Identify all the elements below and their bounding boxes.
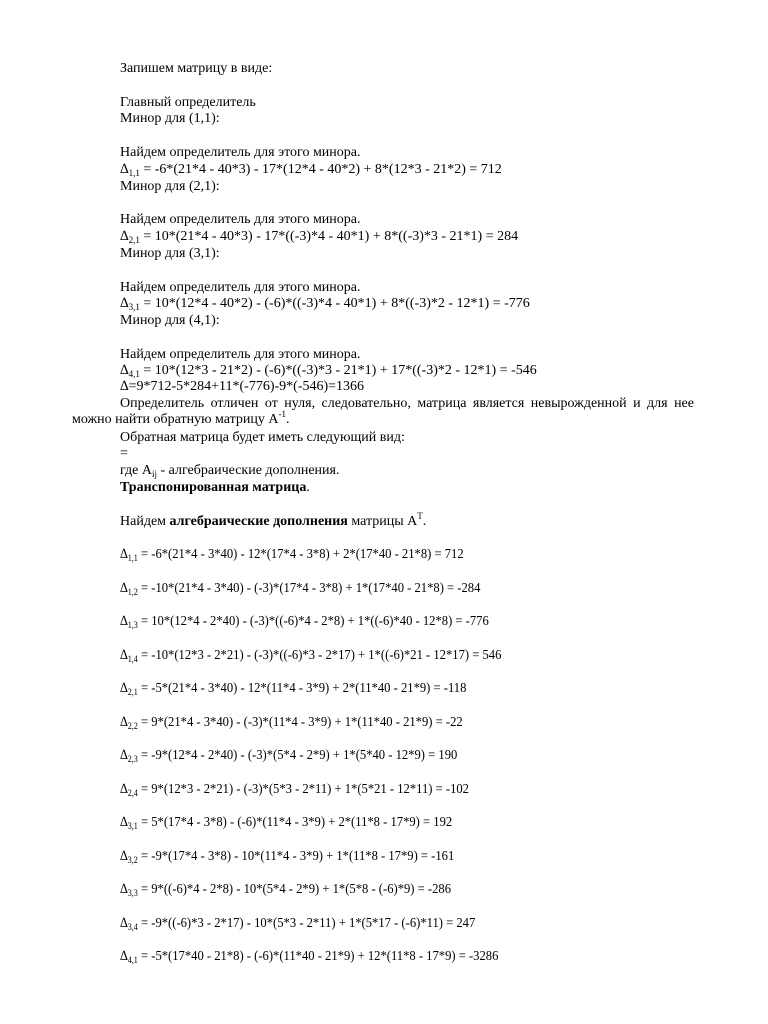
cofactor-index: 2,2 <box>127 721 138 731</box>
cofactor-line <box>120 681 505 697</box>
cofactor-index: 1,1 <box>127 553 138 563</box>
minor-21-label: Минор для (2,1): <box>120 179 220 194</box>
cofactor-index: 3,3 <box>127 888 138 898</box>
delta-31-line <box>120 296 530 312</box>
cofactor-index: 2,3 <box>127 754 138 764</box>
cofactor-index: 3,4 <box>127 922 138 932</box>
delta-symbol: ∆ <box>120 547 128 562</box>
cofactor-line <box>120 949 540 965</box>
delta-index: 1,1 <box>128 168 140 178</box>
delta-expression: = -6*(21*4 - 40*3) - 17*(12*4 - 40*2) + 8*(12*3 - 21*2) = 712 <box>139 162 502 177</box>
delta-expression: = 10*(12*4 - 40*2) - (-6)*((-3)*4 - 40*1) + 8*((-3)*2 - 12*1) = -776 <box>139 296 530 311</box>
minor-41-label: Минор для (4,1): <box>120 313 220 328</box>
cofactor-line <box>120 849 491 865</box>
determinant-expression: =9*712-5*284+11*(-776)-9*(-546)=1366 <box>128 379 365 394</box>
cofactor-expression: = -9*(12*4 - 2*40) - (-3)*(5*4 - 2*9) + 1*(5*40 - 12*9) = 190 <box>137 748 458 763</box>
cofactor-line <box>120 882 488 898</box>
delta-symbol: ∆ <box>120 949 128 964</box>
cofactor-line <box>120 648 544 664</box>
cofactor-line <box>120 748 495 764</box>
delta-symbol: ∆ <box>120 849 128 864</box>
delta-symbol: ∆ <box>120 648 128 663</box>
equals-sign: = <box>120 446 128 461</box>
cofactor-line <box>120 815 489 831</box>
cofactor-index: 2,1 <box>127 687 138 697</box>
find-prefix: Найдем <box>120 514 170 529</box>
delta-41-line <box>120 363 537 379</box>
transpose-superscript: T <box>417 511 423 521</box>
nonzero-text: Определитель отличен от нуля, следовательно, матрица является невырожденной и для нее можно найти обратную матрицу A <box>72 396 694 427</box>
delta-symbol: ∆ <box>120 296 129 311</box>
main-determinant-heading: Главный определитель <box>120 95 256 110</box>
cofactor-expression: = -10*(12*3 - 2*21) - (-3)*((-6)*3 - 2*17) + 1*((-6)*21 - 12*17) = 546 <box>137 648 502 663</box>
delta-symbol: ∆ <box>120 379 129 394</box>
transposed-period: . <box>306 480 310 495</box>
delta-index: 3,1 <box>128 302 140 312</box>
main-determinant-value <box>120 379 364 395</box>
find-determinant-line-4: Найдем определитель для этого минора. <box>120 347 361 362</box>
delta-symbol: ∆ <box>120 363 129 378</box>
find-period: . <box>422 514 427 529</box>
cofactor-expression: = 10*(12*4 - 2*40) - (-3)*((-6)*4 - 2*8) + 1*((-6)*40 - 12*8) = -776 <box>137 614 489 629</box>
delta-symbol: ∆ <box>120 916 128 931</box>
cofactors-bold: алгебраические дополнения <box>169 514 348 529</box>
delta-symbol: ∆ <box>120 581 128 596</box>
cofactor-expression: = 9*((-6)*4 - 2*8) - 10*(5*4 - 2*9) + 1*(5*8 - (-6)*9) = -286 <box>137 882 452 897</box>
cofactor-expression: = 5*(17*4 - 3*8) - (-6)*(11*4 - 3*9) + 2*(11*8 - 17*9) = 192 <box>137 815 453 830</box>
delta-expression: = 10*(12*3 - 21*2) - (-6)*((-3)*3 - 21*1) + 17*((-3)*2 - 12*1) = -546 <box>139 363 537 378</box>
cofactor-index: 3,2 <box>127 855 138 865</box>
cofactor-line <box>120 547 502 563</box>
cofactor-index: 3,1 <box>127 821 138 831</box>
delta-index: 4,1 <box>128 369 140 379</box>
cofactor-line <box>120 715 501 731</box>
minor-11-label: Минор для (1,1): <box>120 111 220 126</box>
where-prefix: где A <box>120 463 152 478</box>
cofactor-expression: = 9*(21*4 - 3*40) - (-3)*(11*4 - 3*9) + 1*(11*40 - 21*9) = -22 <box>137 715 463 730</box>
where-suffix: - алгебраические дополнения. <box>157 463 340 478</box>
transposed-bold: Транспонированная матрица <box>120 480 307 495</box>
cofactor-expression: = -5*(21*4 - 3*40) - 12*(11*4 - 3*9) + 2*(11*40 - 21*9) = -118 <box>137 681 467 696</box>
cofactor-expression: = 9*(12*3 - 2*21) - (-3)*(5*3 - 2*11) + 1*(5*21 - 12*11) = -102 <box>137 782 469 797</box>
transposed-matrix-heading <box>120 480 310 496</box>
nonzero-period: . <box>286 412 290 427</box>
cofactor-index: 1,4 <box>127 654 138 664</box>
cofactor-line <box>120 916 515 932</box>
where-index: ij <box>152 469 158 479</box>
minor-31-label: Минор для (3,1): <box>120 246 220 261</box>
delta-21-line <box>120 229 518 245</box>
delta-symbol: ∆ <box>120 715 128 730</box>
find-middle: матрицы A <box>347 514 418 529</box>
cofactor-expression: = -9*((-6)*3 - 2*17) - 10*(5*3 - 2*11) + 1*(5*17 - (-6)*11) = 247 <box>137 916 476 931</box>
cofactor-index: 4,1 <box>127 955 138 965</box>
inverse-superscript: -1 <box>278 409 287 419</box>
find-cofactors-line <box>120 511 427 530</box>
delta-symbol: ∆ <box>120 162 129 177</box>
delta-symbol: ∆ <box>120 229 129 244</box>
cofactor-expression: = -9*(17*4 - 3*8) - 10*(11*4 - 3*9) + 1*(11*8 - 17*9) = -161 <box>137 849 455 864</box>
delta-symbol: ∆ <box>120 782 128 797</box>
delta-11-line <box>120 162 502 178</box>
inverse-form-line: Обратная матрица будет иметь следующий вид: <box>120 430 405 445</box>
cofactor-index: 1,2 <box>127 587 138 597</box>
delta-index: 2,1 <box>128 235 140 245</box>
cofactor-expression: = -10*(21*4 - 3*40) - (-3)*(17*4 - 3*8) + 1*(17*40 - 21*8) = -284 <box>137 581 481 596</box>
cofactor-definition <box>120 463 339 479</box>
cofactor-line <box>120 614 530 630</box>
find-determinant-line-3: Найдем определитель для этого минора. <box>120 280 361 295</box>
find-determinant-line-1: Найдем определитель для этого минора. <box>120 145 361 160</box>
intro-line: Запишем матрицу в виде: <box>120 61 273 76</box>
cofactor-expression: = -5*(17*40 - 21*8) - (-6)*(11*40 - 21*9) + 12*(11*8 - 17*9) = -3286 <box>137 949 499 964</box>
cofactor-index: 2,4 <box>127 788 138 798</box>
cofactor-line <box>120 581 520 597</box>
delta-symbol: ∆ <box>120 681 128 696</box>
delta-expression: = 10*(21*4 - 40*3) - 17*((-3)*4 - 40*1) + 8*((-3)*3 - 21*1) = 284 <box>139 229 519 244</box>
cofactor-line <box>120 782 508 798</box>
delta-symbol: ∆ <box>120 882 128 897</box>
delta-symbol: ∆ <box>120 614 128 629</box>
delta-symbol: ∆ <box>120 815 128 830</box>
cofactor-expression: = -6*(21*4 - 3*40) - 12*(17*4 - 3*8) + 2*(17*40 - 21*8) = 712 <box>137 547 464 562</box>
find-determinant-line-2: Найдем определитель для этого минора. <box>120 212 361 227</box>
nonzero-paragraph <box>72 396 694 428</box>
delta-symbol: ∆ <box>120 748 128 763</box>
cofactor-index: 1,3 <box>127 620 138 630</box>
